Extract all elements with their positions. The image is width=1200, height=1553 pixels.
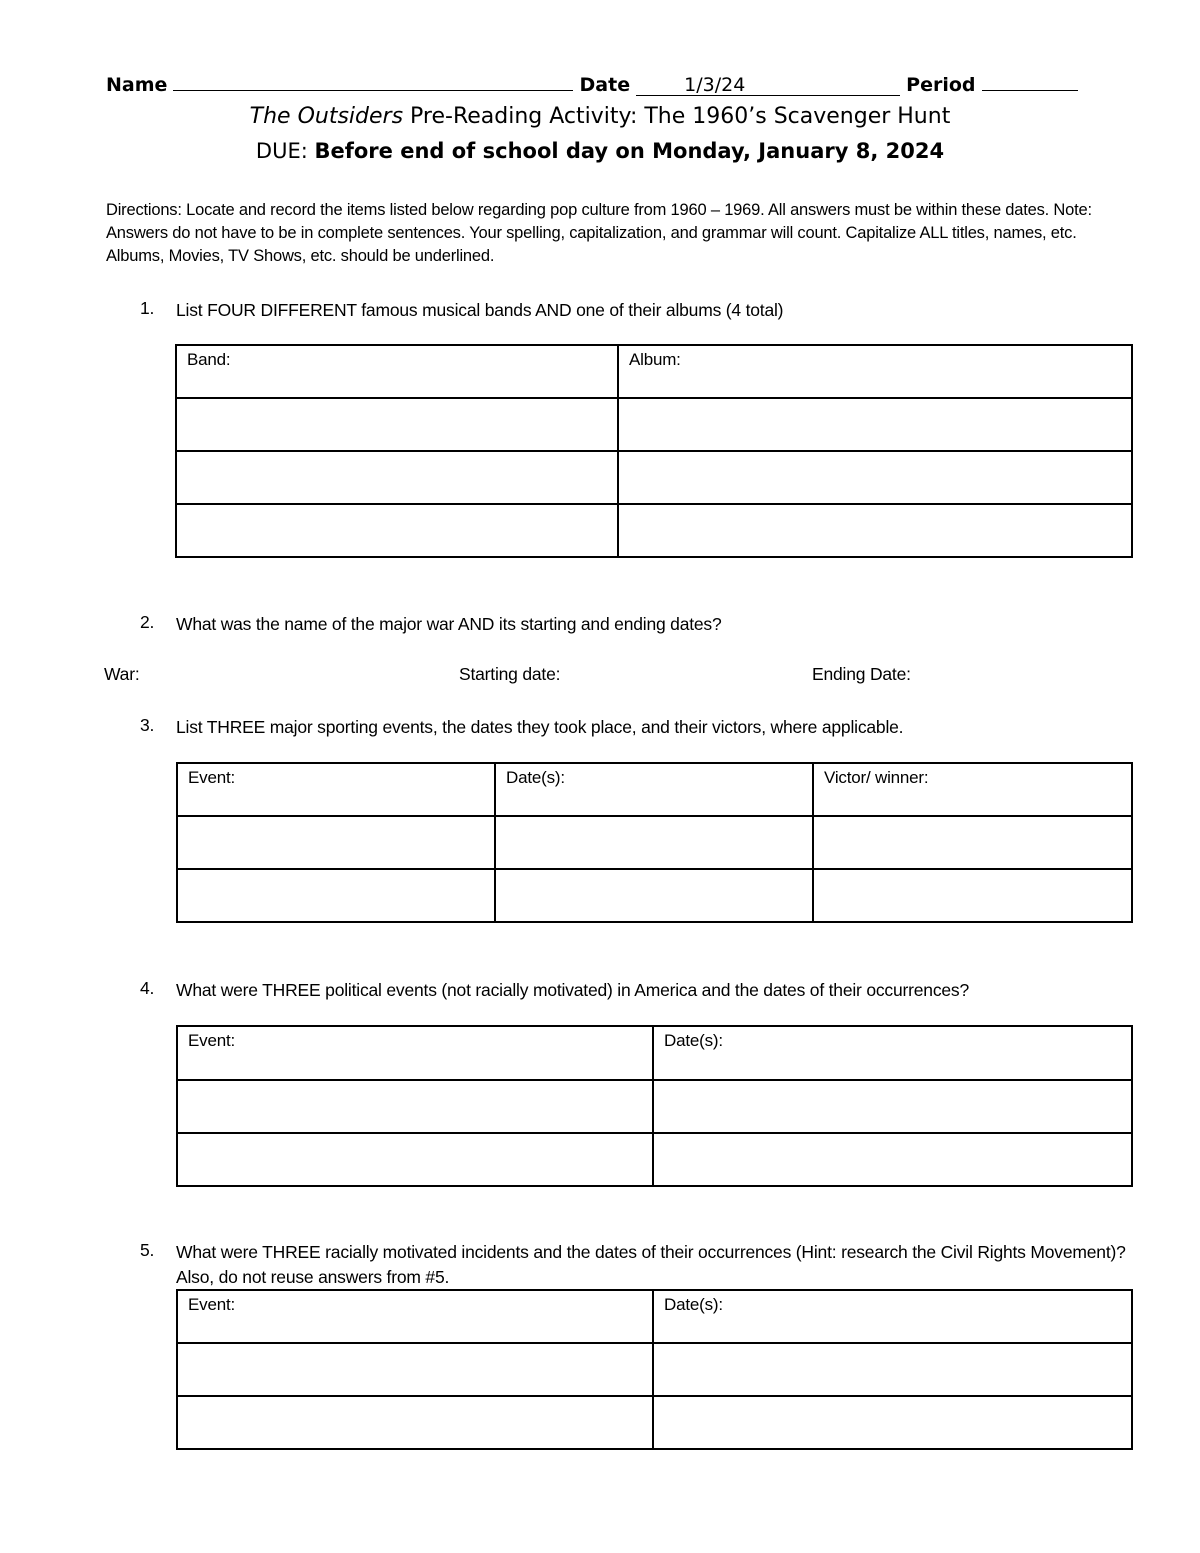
- table-cell[interactable]: [177, 1133, 653, 1186]
- event-header: Event:: [177, 763, 495, 816]
- war-label: War:: [104, 664, 140, 684]
- starting-date-label: Starting date:: [459, 664, 561, 684]
- date-field[interactable]: [636, 74, 900, 96]
- table-cell[interactable]: [176, 504, 618, 557]
- question-number: 5.: [140, 1240, 155, 1260]
- period-label: Period: [906, 74, 976, 96]
- sporting-events-table: [176, 762, 1133, 923]
- political-events-table: [176, 1025, 1133, 1187]
- table-cell[interactable]: [618, 451, 1132, 504]
- table-cell[interactable]: [176, 451, 618, 504]
- event-header: Event:: [177, 1026, 653, 1080]
- table-cell[interactable]: [177, 1396, 653, 1449]
- dates-header: Date(s):: [653, 1026, 1132, 1080]
- question-number: 3.: [140, 715, 155, 735]
- period-field[interactable]: [982, 72, 1078, 91]
- question-text: What were THREE racially motivated incidents and the dates of their occurrences (Hint: research the Civil Rights Movement)? Also, do not reuse answers from #5.: [176, 1242, 1126, 1287]
- table-cell[interactable]: [177, 816, 495, 869]
- table-cell[interactable]: [495, 869, 813, 922]
- table-cell[interactable]: [653, 1080, 1132, 1133]
- question-text: What were THREE political events (not racially motivated) in America and the dates of their occurrences?: [176, 980, 969, 1000]
- name-field[interactable]: [173, 72, 573, 91]
- album-header: Album:: [618, 345, 1132, 398]
- question-number: 2.: [140, 612, 155, 632]
- question-text: List FOUR DIFFERENT famous musical bands AND one of their albums (4 total): [176, 300, 784, 320]
- table-cell[interactable]: [618, 504, 1132, 557]
- racial-incidents-table: [176, 1289, 1133, 1450]
- table-cell[interactable]: [813, 869, 1132, 922]
- title-rest: Pre-Reading Activity: The 1960’s Scavenger Hunt: [403, 104, 951, 129]
- table-cell[interactable]: [653, 1343, 1132, 1396]
- table-cell[interactable]: [653, 1396, 1132, 1449]
- header-line: [106, 72, 1078, 96]
- due-text: Before end of school day on Monday, January 8, 2024: [314, 139, 945, 163]
- name-label: Name: [106, 74, 168, 96]
- dates-header: Date(s):: [495, 763, 813, 816]
- table-cell[interactable]: [618, 398, 1132, 451]
- ending-date-label: Ending Date:: [812, 664, 911, 684]
- table-cell[interactable]: [177, 1080, 653, 1133]
- table-cell[interactable]: [177, 869, 495, 922]
- table-cell[interactable]: [176, 398, 618, 451]
- page-title: [0, 104, 1200, 129]
- due-label: DUE:: [255, 139, 308, 163]
- dates-header: Date(s):: [653, 1290, 1132, 1343]
- question-text: List THREE major sporting events, the dates they took place, and their victors, where applicable.: [176, 717, 904, 737]
- date-value: 1/3/24: [684, 74, 746, 96]
- question-text: What was the name of the major war AND its starting and ending dates?: [176, 614, 722, 634]
- band-header: Band:: [176, 345, 618, 398]
- directions: Directions: Locate and record the items listed below regarding pop culture from 1960 – 1969. All answers must be within these dates. Note: Answers do not have to be in complete sentences. Your spelling, capitalization, and grammar will count. Capitalize ALL titles, names, etc. Albums, Movies, TV Shows, etc. should be underlined.: [106, 201, 1092, 265]
- date-label: Date: [579, 74, 631, 96]
- bands-table: [175, 344, 1133, 558]
- due-line: [0, 139, 1200, 163]
- table-cell[interactable]: [653, 1133, 1132, 1186]
- question-number: 1.: [140, 298, 155, 318]
- table-cell[interactable]: [813, 816, 1132, 869]
- event-header: Event:: [177, 1290, 653, 1343]
- table-cell[interactable]: [495, 816, 813, 869]
- book-title: The Outsiders: [249, 104, 404, 129]
- table-cell[interactable]: [177, 1343, 653, 1396]
- question-number: 4.: [140, 978, 155, 998]
- victor-header: Victor/ winner:: [813, 763, 1132, 816]
